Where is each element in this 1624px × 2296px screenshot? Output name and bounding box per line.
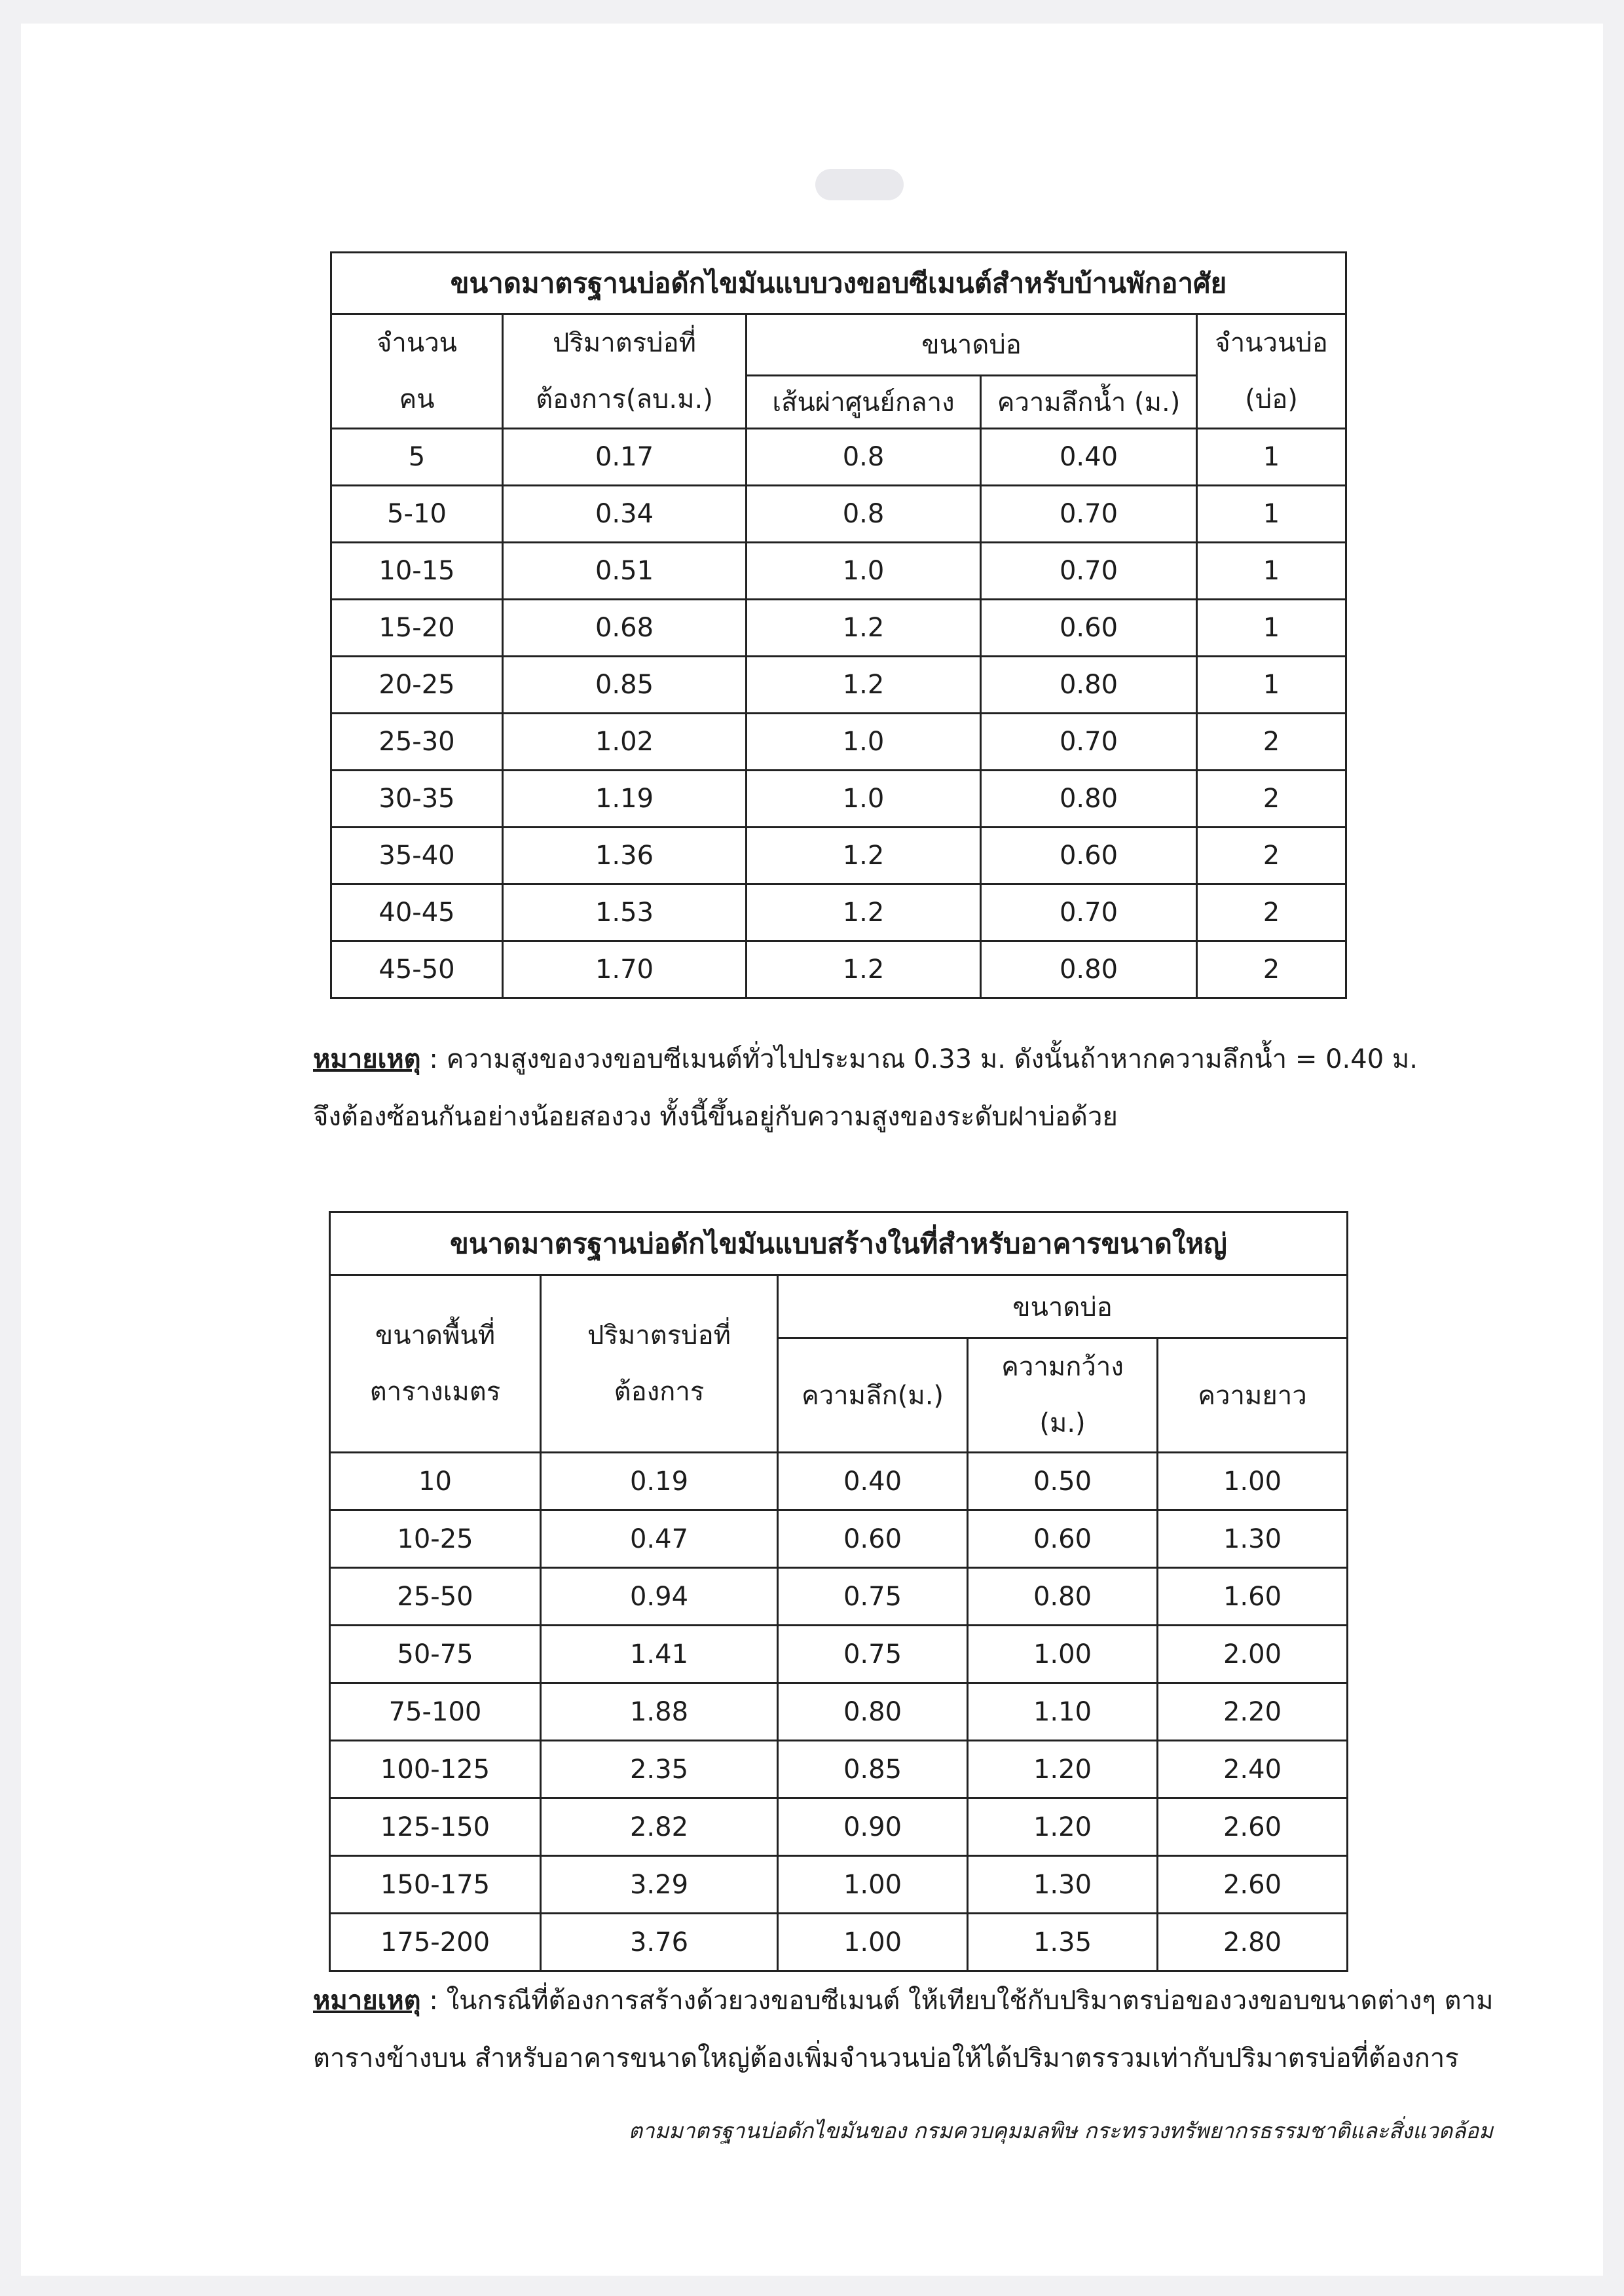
header-pit-size: ขนาดบ่อ: [778, 1275, 1348, 1338]
table-cell: 0.75: [778, 1568, 968, 1626]
table2-body: [330, 1453, 1348, 1971]
table-cell: 1.2: [747, 657, 981, 714]
table-cell: 1.00: [968, 1626, 1158, 1683]
table-cell: 2.82: [541, 1798, 778, 1856]
table-row: [330, 1626, 1348, 1683]
table-cell: 2: [1197, 884, 1346, 941]
table-cell: 2: [1197, 941, 1346, 998]
table-cell: 0.50: [968, 1453, 1158, 1510]
table-cell: 0.85: [503, 657, 747, 714]
note1-label: หมายเหตุ: [313, 1044, 421, 1074]
table-cell: 1.20: [968, 1798, 1158, 1856]
table-cell: 0.70: [981, 884, 1197, 941]
table-cell: 10: [330, 1453, 541, 1510]
table-cell: 1.53: [503, 884, 747, 941]
table-row: [330, 1798, 1348, 1856]
table-cell: 0.70: [981, 714, 1197, 771]
header-diameter: เส้นผ่าศูนย์กลาง: [747, 375, 981, 428]
table-row: [331, 486, 1346, 543]
header-area: [330, 1275, 541, 1453]
table-cell: 0.70: [981, 486, 1197, 543]
table-cell: 30-35: [331, 771, 503, 828]
table-cell: 0.60: [981, 828, 1197, 884]
table-cell: 15-20: [331, 600, 503, 657]
header-people-line2: คน: [399, 384, 435, 414]
table-cell: 150-175: [330, 1856, 541, 1914]
table-cell: 0.80: [981, 771, 1197, 828]
table-cell: 1.10: [968, 1683, 1158, 1741]
table-row: [330, 1683, 1348, 1741]
table-cell: 2: [1197, 714, 1346, 771]
header-length: ความยาว: [1158, 1338, 1348, 1453]
header-depth: ความลึก(ม.): [778, 1338, 968, 1453]
header-volume-line1: ปริมาตรบ่อที่: [553, 328, 696, 358]
table-cell: 0.60: [968, 1510, 1158, 1568]
table-cell: 1.2: [747, 884, 981, 941]
table-cell: 0.70: [981, 543, 1197, 600]
table-cell: 1.19: [503, 771, 747, 828]
table-cell: 0.51: [503, 543, 747, 600]
table-row: [331, 429, 1346, 486]
header-people-line1: จำนวน: [376, 328, 458, 358]
table-cell: 1.0: [747, 543, 981, 600]
table-cell: 1: [1197, 657, 1346, 714]
table-row: [330, 1510, 1348, 1568]
table-cell: 1.2: [747, 600, 981, 657]
table-row: [330, 1914, 1348, 1971]
table-row: [330, 1568, 1348, 1626]
header-volume-line2: ต้องการ(ลบ.ม.): [536, 384, 713, 414]
note2-label: หมายเหตุ: [313, 1986, 421, 2016]
table-cell: 2: [1197, 771, 1346, 828]
table-cell: 10-15: [331, 543, 503, 600]
source-citation: ตามมาตรฐานบ่อดักไขมันของ กรมควบคุมมลพิษ กระทรวงทรัพยากรธรรมชาติและสิ่งแวดล้อม: [628, 2118, 1493, 2143]
residential-grease-trap-table: [330, 251, 1347, 999]
table-cell: 75-100: [330, 1683, 541, 1741]
table-row: [331, 657, 1346, 714]
table-cell: 1.20: [968, 1741, 1158, 1798]
header-pit-count: [1197, 314, 1346, 429]
header-depth: ความลึกน้ำ (ม.): [981, 375, 1197, 428]
note2: [313, 1972, 1493, 2087]
table-cell: 1: [1197, 543, 1346, 600]
table-cell: 0.47: [541, 1510, 778, 1568]
table-row: [331, 543, 1346, 600]
header-count-line2: (บ่อ): [1245, 384, 1298, 414]
table-cell: 20-25: [331, 657, 503, 714]
table-cell: 0.68: [503, 600, 747, 657]
note1-line1: [313, 1030, 1418, 1088]
table-cell: 1.2: [747, 941, 981, 998]
table-cell: 1.35: [968, 1914, 1158, 1971]
table-cell: 40-45: [331, 884, 503, 941]
table-cell: 2.35: [541, 1741, 778, 1798]
table-row: [331, 828, 1346, 884]
table-row: [331, 941, 1346, 998]
large-building-grease-trap-table: [329, 1211, 1348, 1972]
note1-line2: จึงต้องซ้อนกันอย่างน้อยสองวง ทั้งนี้ขึ้นอยู่กับความสูงของระดับฝาบ่อด้วย: [313, 1102, 1118, 1132]
table-cell: 25-30: [331, 714, 503, 771]
header-count-line1: จำนวนบ่อ: [1215, 328, 1328, 358]
header-width-line2: (ม.): [1039, 1408, 1086, 1438]
table-cell: 25-50: [330, 1568, 541, 1626]
table-row: [330, 1453, 1348, 1510]
note2-line1: [313, 1972, 1493, 2030]
table-cell: 0.60: [981, 600, 1197, 657]
note1-text1: : ความสูงของวงขอบซีเมนต์ทั่วไปประมาณ 0.33 ม. ดังนั้นถ้าหากความลึกน้ำ = 0.40 ม.: [420, 1044, 1418, 1074]
table-cell: 0.75: [778, 1626, 968, 1683]
table-cell: 2.00: [1158, 1626, 1348, 1683]
table-cell: 3.29: [541, 1856, 778, 1914]
table-cell: 0.80: [778, 1683, 968, 1741]
table-row: [330, 1741, 1348, 1798]
header-people: [331, 314, 503, 429]
header-area-line1: ขนาดพื้นที่: [375, 1321, 496, 1351]
table-cell: 125-150: [330, 1798, 541, 1856]
table-cell: 1.00: [778, 1914, 968, 1971]
table-cell: 35-40: [331, 828, 503, 884]
table-cell: 2.40: [1158, 1741, 1348, 1798]
table-cell: 0.40: [981, 429, 1197, 486]
table-cell: 1.0: [747, 714, 981, 771]
table-cell: 1.00: [1158, 1453, 1348, 1510]
table-cell: 0.60: [778, 1510, 968, 1568]
table-cell: 1.36: [503, 828, 747, 884]
table-cell: 1.70: [503, 941, 747, 998]
table-cell: 1: [1197, 429, 1346, 486]
table-cell: 1.0: [747, 771, 981, 828]
header-volume: [541, 1275, 778, 1453]
header-area-line2: ตารางเมตร: [369, 1377, 501, 1407]
table-cell: 2.80: [1158, 1914, 1348, 1971]
table-cell: 1.30: [968, 1856, 1158, 1914]
table-cell: 1: [1197, 600, 1346, 657]
table-cell: 5: [331, 429, 503, 486]
table1-title: ขนาดมาตรฐานบ่อดักไขมันแบบวงขอบซีเมนต์สำหรับบ้านพักอาศัย: [331, 253, 1346, 314]
table-cell: 1.00: [778, 1856, 968, 1914]
note1: [313, 1030, 1418, 1146]
table-cell: 1.02: [503, 714, 747, 771]
table-row: [331, 714, 1346, 771]
table-cell: 10-25: [330, 1510, 541, 1568]
header-width-line1: ความกว้าง: [1001, 1352, 1124, 1382]
table-cell: 2.60: [1158, 1856, 1348, 1914]
table-cell: 0.80: [968, 1568, 1158, 1626]
table-cell: 1: [1197, 486, 1346, 543]
table-cell: 0.17: [503, 429, 747, 486]
table-row: [330, 1856, 1348, 1914]
table-cell: 0.80: [981, 657, 1197, 714]
header-volume-line2: ต้องการ: [614, 1377, 705, 1407]
header-pit-size: ขนาดบ่อ: [747, 314, 1197, 376]
note2-text1: : ในกรณีที่ต้องการสร้างด้วยวงขอบซีเมนต์ ให้เทียบใช้กับปริมาตรบ่อของวงขอบขนาดต่างๆ ตาม: [420, 1986, 1494, 2016]
table-cell: 2: [1197, 828, 1346, 884]
table-cell: 0.85: [778, 1741, 968, 1798]
header-volume: [503, 314, 747, 429]
table-cell: 1.2: [747, 828, 981, 884]
table-cell: 50-75: [330, 1626, 541, 1683]
table-cell: 1.88: [541, 1683, 778, 1741]
table-row: [331, 600, 1346, 657]
table-cell: 0.19: [541, 1453, 778, 1510]
table-cell: 0.40: [778, 1453, 968, 1510]
table-cell: 0.34: [503, 486, 747, 543]
table-cell: 175-200: [330, 1914, 541, 1971]
table-cell: 0.90: [778, 1798, 968, 1856]
table-cell: 2.20: [1158, 1683, 1348, 1741]
table-row: [331, 771, 1346, 828]
table-cell: 2.60: [1158, 1798, 1348, 1856]
table-cell: 0.8: [747, 486, 981, 543]
table-cell: 1.60: [1158, 1568, 1348, 1626]
table-cell: 0.94: [541, 1568, 778, 1626]
header-width: [968, 1338, 1158, 1453]
note2-line2: ตารางข้างบน สำหรับอาคารขนาดใหญ่ต้องเพิ่มจำนวนบ่อให้ได้ปริมาตรรวมเท่ากับปริมาตรบ่อที่ต้องการ: [313, 2043, 1459, 2073]
table-cell: 1.41: [541, 1626, 778, 1683]
table-cell: 3.76: [541, 1914, 778, 1971]
table2-title: ขนาดมาตรฐานบ่อดักไขมันแบบสร้างในที่สำหรับอาคารขนาดใหญ่: [330, 1212, 1348, 1275]
table1-body: [331, 429, 1346, 998]
header-volume-line1: ปริมาตรบ่อที่: [587, 1321, 731, 1351]
table-row: [331, 884, 1346, 941]
table-cell: 0.8: [747, 429, 981, 486]
table-cell: 45-50: [331, 941, 503, 998]
table-cell: 5-10: [331, 486, 503, 543]
table-cell: 0.80: [981, 941, 1197, 998]
scan-smudge: [815, 169, 904, 200]
table-cell: 100-125: [330, 1741, 541, 1798]
table-cell: 1.30: [1158, 1510, 1348, 1568]
